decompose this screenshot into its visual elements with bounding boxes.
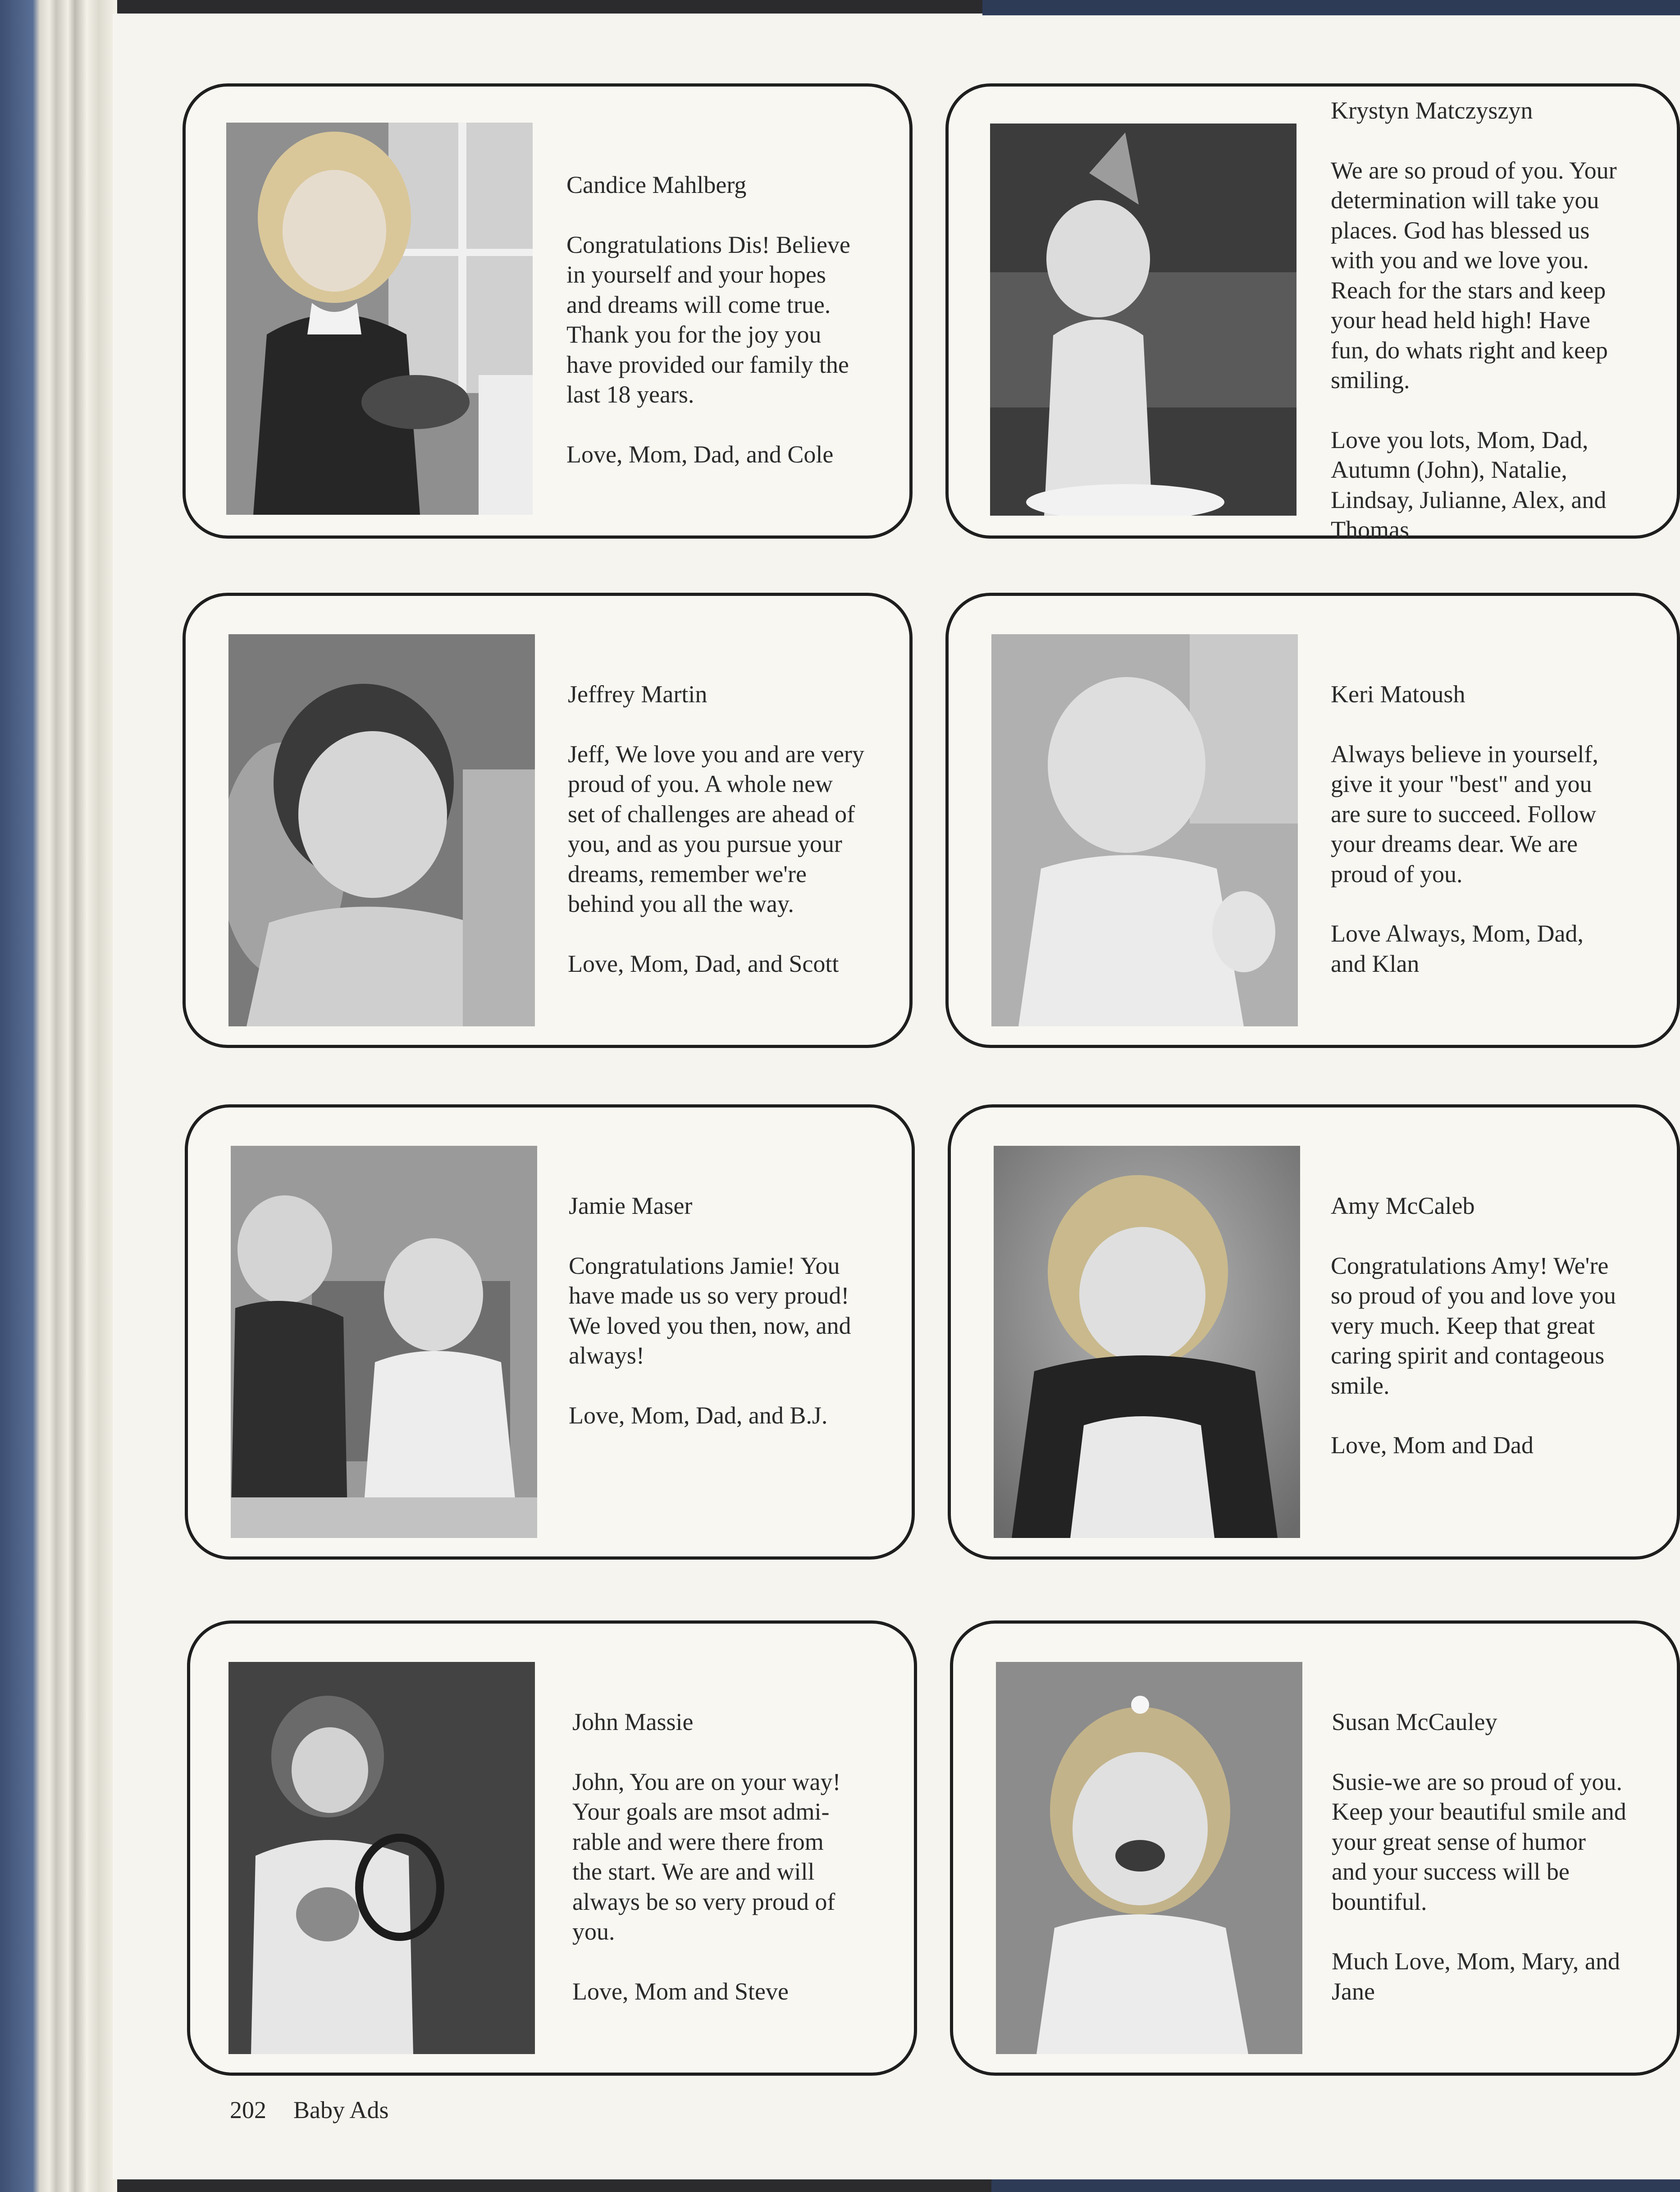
page-number: 202 <box>230 2096 266 2123</box>
baby-ad-keri-matoush <box>945 593 1680 1048</box>
signoff: Love, Mom, Dad, and B.J. <box>569 1401 828 1429</box>
baby-ad-candice-mahlberg <box>183 83 913 539</box>
message: Susie-we are so proud of you. Keep your beautiful smile and your great sense of humor and your success will be bountiful. <box>1332 1768 1626 1915</box>
baby-ad-jamie-maser <box>185 1104 915 1560</box>
baby-photo <box>228 1662 535 2054</box>
child-name: John Massie <box>572 1708 694 1735</box>
message: We are so proud of you. Your determination will take you places. God has blessed us with you and we love you. Reach for the stars and keep your head held high! Have fun, do whats right and keep smiling. <box>1331 156 1617 394</box>
signoff: Love, Mom and Dad <box>1331 1432 1534 1459</box>
baby-photo <box>231 1146 537 1538</box>
child-name: Amy McCaleb <box>1331 1192 1475 1219</box>
baby-photo <box>990 124 1297 516</box>
message: Always believe in yourself, give it your "best" and you are sure to succeed. Follow your dreams dear. We are proud of you. <box>1331 740 1598 888</box>
book-spine <box>0 0 117 2192</box>
baby-ad-amy-mccaleb <box>948 1104 1680 1560</box>
signoff: Love Always, Mom, Dad, and Klan <box>1331 920 1584 977</box>
child-name: Keri Matoush <box>1331 681 1465 708</box>
baby-ad-susan-mccauley <box>950 1620 1680 2076</box>
child-name: Jamie Maser <box>569 1192 693 1219</box>
message: John, You are on your way! Your goals are msot admi- rable and were there from the start. We are and will always be so very proud of you. <box>572 1768 841 1945</box>
signoff: Love, Mom, Dad, and Cole <box>566 440 834 468</box>
child-name: Candice Mahlberg <box>566 171 747 198</box>
baby-ad-john-massie <box>187 1620 917 2076</box>
child-name: Jeffrey Martin <box>568 681 708 708</box>
signoff: Love you lots, Mom, Dad, Autumn (John), Natalie, Lindsay, Julianne, Alex, and Thomas <box>1331 426 1607 543</box>
top-edge-band <box>982 0 1680 15</box>
message: Congratulations Amy! We're so proud of you and love you very much. Keep that great caring spirit and contageous smile. <box>1331 1252 1616 1399</box>
signoff: Love, Mom and Steve <box>572 1977 789 2005</box>
baby-photo <box>994 1146 1300 1538</box>
baby-ad-krystyn-matczyszyn <box>945 83 1680 543</box>
message: Congratulations Jamie! You have made us so very proud! We loved you then, now, and always! <box>569 1252 851 1369</box>
signoff: Much Love, Mom, Mary, and Jane <box>1332 1948 1620 2005</box>
bottom-edge-band <box>991 2179 1680 2192</box>
child-name: Susan McCauley <box>1332 1708 1497 1735</box>
page-footer <box>230 2096 389 2124</box>
child-name: Krystyn Matczyszyn <box>1331 97 1533 124</box>
baby-photo <box>991 634 1298 1026</box>
baby-photo <box>228 634 535 1026</box>
section-label: Baby Ads <box>293 2096 389 2123</box>
baby-photo <box>226 123 533 515</box>
baby-ad-jeffrey-martin <box>183 593 913 1048</box>
baby-photo <box>996 1662 1302 2054</box>
message: Jeff, We love you and are very proud of you. A whole new set of challenges are ahead of you, and as you pursue your dreams, remember we're behind you all the way. <box>568 740 864 917</box>
signoff: Love, Mom, Dad, and Scott <box>568 950 839 977</box>
message: Congratulations Dis! Believe in yourself and your hopes and dreams will come true. Thank you for the joy you have provided our family the last 18 years. <box>566 231 850 408</box>
